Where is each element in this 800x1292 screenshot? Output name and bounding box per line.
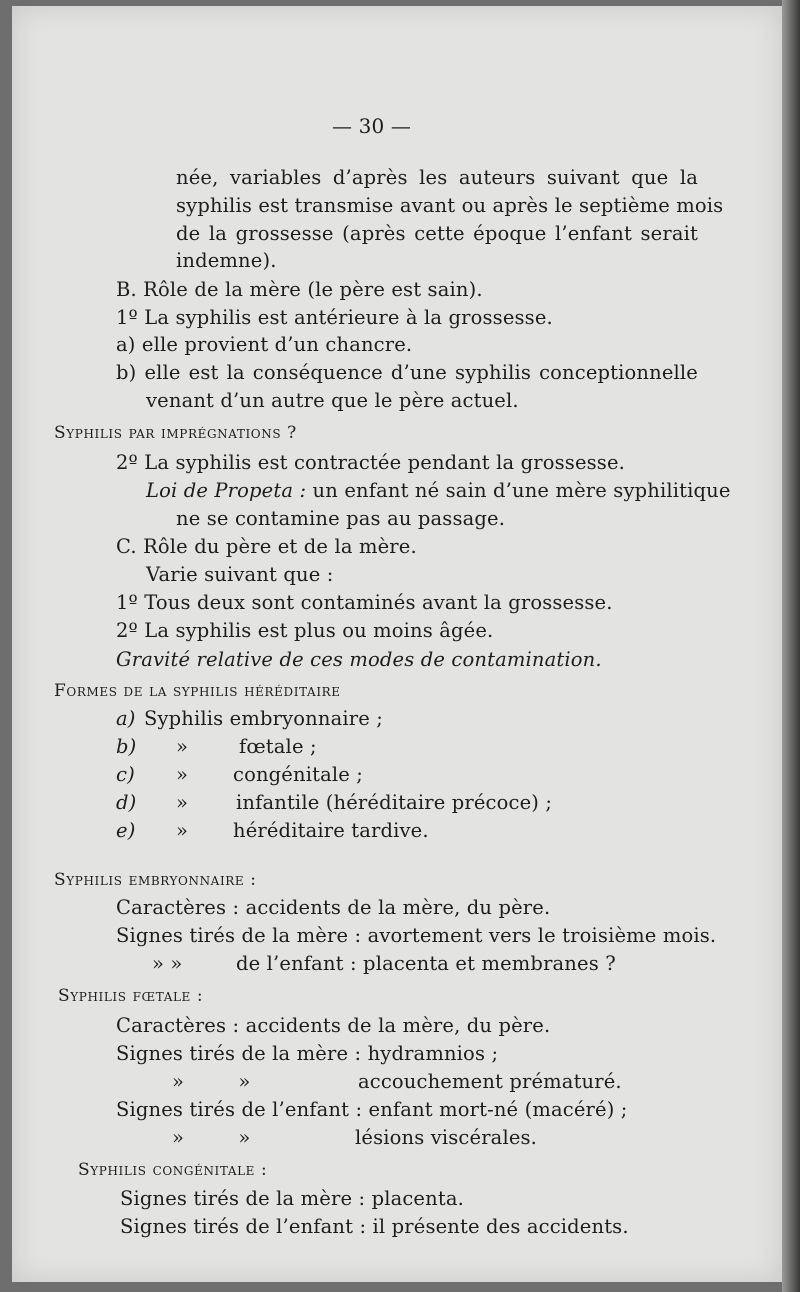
list-marker: b) [116, 735, 137, 758]
section-heading: Syphilis fœtale : [58, 986, 204, 1006]
text-line: 1º La syphilis est antérieure à la grossesse. [116, 306, 553, 329]
ditto-mark: » » [172, 1126, 251, 1149]
text-line: 2º La syphilis est contractée pendant la grossesse. [116, 451, 625, 474]
list-item-text: héréditaire tardive. [233, 819, 429, 842]
text-line: Caractères : accidents de la mère, du père. [116, 1014, 551, 1037]
ditto-mark: » [176, 763, 189, 786]
section-heading: Syphilis congénitale : [78, 1160, 268, 1180]
text-line: a) elle provient d’un chancre. [116, 333, 413, 356]
text-line: Caractères : accidents de la mère, du père. [116, 896, 551, 919]
text-line: 2º La syphilis est plus ou moins âgée. [116, 619, 494, 642]
text-line: indemne). [176, 249, 277, 272]
page-number: — 30 — [332, 114, 412, 138]
text-line: venant d’un autre que le père actuel. [146, 389, 519, 412]
list-marker: a) [116, 707, 136, 730]
section-heading: Syphilis embryonnaire : [54, 870, 257, 890]
text-line [146, 479, 731, 503]
ditto-mark: » [176, 819, 189, 842]
text-line: Signes tirés de la mère : avortement vers le troisième mois. [116, 924, 717, 947]
list-item-text: fœtale ; [239, 735, 317, 758]
list-marker: d) [116, 791, 137, 814]
list-item-text: Syphilis embryonnaire ; [144, 707, 383, 730]
text-line: de la grossesse (après cette époque l’enfant serait [176, 222, 698, 245]
text-line: b) elle est la conséquence d’une syphilis conceptionnelle [116, 361, 698, 384]
text-line: Varie suivant que : [146, 563, 334, 586]
ditto-mark: » [176, 735, 189, 758]
list-item-text: congénitale ; [233, 763, 363, 786]
ditto-mark: » » [152, 952, 183, 975]
text-line: lésions viscérales. [355, 1126, 538, 1149]
text-line: ne se contamine pas au passage. [176, 507, 506, 530]
text-line: de l’enfant : placenta et membranes ? [236, 952, 616, 975]
text-line: Signes tirés de l’enfant : il présente des accidents. [120, 1215, 629, 1238]
ditto-mark: » [176, 791, 189, 814]
text-line: Signes tirés de la mère : hydramnios ; [116, 1042, 499, 1065]
page-edge-shadow [782, 0, 800, 1292]
book-page [12, 6, 782, 1282]
text-line: accouchement prématuré. [358, 1070, 622, 1093]
text-line: C. Rôle du père et de la mère. [116, 535, 417, 558]
text-line: B. Rôle de la mère (le père est sain). [116, 278, 483, 301]
list-item-text: infantile (héréditaire précoce) ; [236, 791, 553, 814]
list-marker: c) [116, 763, 135, 786]
section-heading: Syphilis par imprégnations ? [54, 423, 297, 443]
text-line: 1º Tous deux sont contaminés avant la grossesse. [116, 591, 613, 614]
law-name: Loi de Propeta : [146, 479, 307, 502]
text-line: syphilis est transmise avant ou après le septième mois [176, 194, 724, 217]
section-heading: Formes de la syphilis héréditaire [54, 681, 341, 701]
text-line: Signes tirés de la mère : placenta. [120, 1187, 464, 1210]
ditto-mark: » » [172, 1070, 251, 1093]
law-text: un enfant né sain d’une mère syphilitique [312, 479, 731, 502]
list-marker: e) [116, 819, 136, 842]
text-line: née, variables d’après les auteurs suivant que la [176, 166, 698, 189]
text-line: Signes tirés de l’enfant : enfant mort-né (macéré) ; [116, 1098, 628, 1121]
italic-line: Gravité relative de ces modes de contamination. [116, 648, 602, 671]
